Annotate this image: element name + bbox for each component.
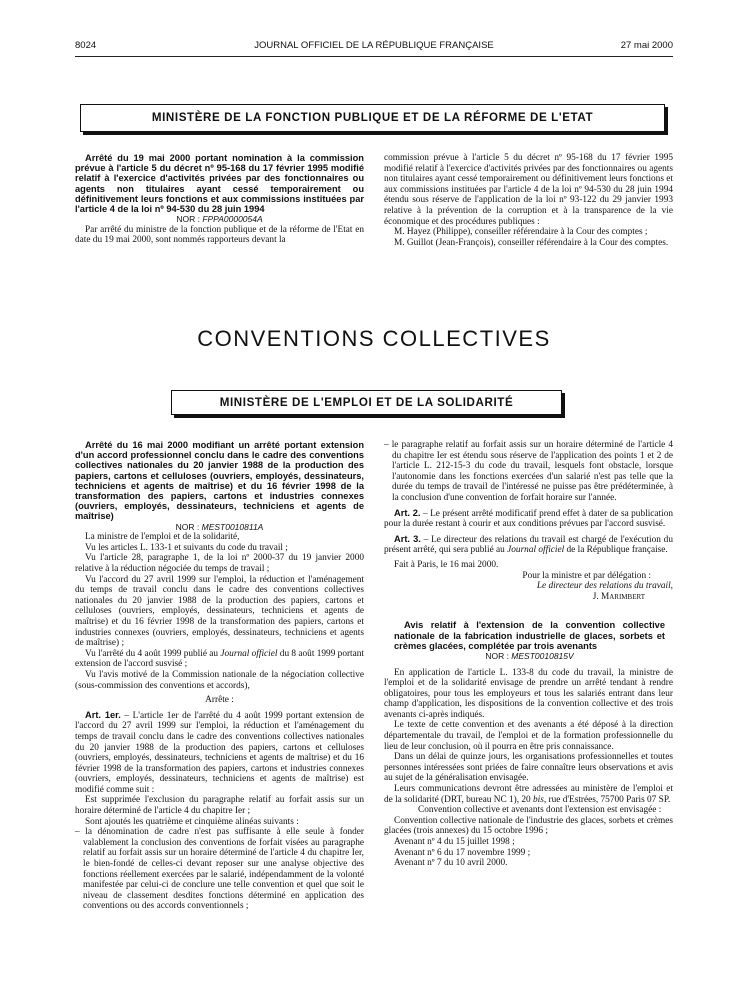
- paragraph: Est supprimée l'exclusion du paragraphe relatif au forfait assis sur un horaire déterminé de l'article 4 du chapitre Ier ;: [75, 795, 364, 817]
- nor-reference: NOR : MEST0010815V: [485, 650, 574, 661]
- paragraph: Convention collective nationale de l'industrie des glaces, sorbets et crèmes glacées (trois annexes) du 15 octobre 1996 ;: [384, 815, 673, 837]
- page-number: 8024: [75, 40, 97, 51]
- paragraph: Dans un délai de quinze jours, les organisations professionnelles et toutes personnes intéressées sont priées de faire connaître leurs observations et avis au sujet de la généralisation envisagée.: [384, 752, 673, 784]
- paragraph: Vu l'accord du 27 avril 1999 sur l'emploi, la réduction et l'aménagement du temps de travail conclu dans le cadre des conventions collectives nationales du 20 janvier 1988 de la production des papiers, cartons et celluloses (ouvriers, employés, dessinateurs, techniciens et agents de maîtrise) et du 16 février 1998 de la transformation des papiers, cartons et industries connexes (ouvriers, employés, dessinateurs, techniciens et agents de maîtrise) ;: [75, 574, 364, 649]
- decree-body-continued: commission prévue à l'article 5 du décret nº 95-168 du 17 février 1995 modifié relatif à l'exercice d'activités privées par des fonctionnaires ou agents non titulaires ayant cessé temporairement ou définitivement leurs fonctions et aux commissions instituées par l'article 4 de la loi nº 94-530 du 28 juin 1994 étendu sous réserve de l'application de la loi nº 93-122 du 29 janvier 1993 relative à la prévention de la corruption et à la transparence de la vie économique et des procédures publiques :: [384, 153, 673, 227]
- decree-title: Arrêté du 19 mai 2000 portant nomination à la commission prévue à l'article 5 du décret nº 95-168 du 17 février 1995 modifié relatif à l'exercice d'activités privées par des fonctionnaires ou agents non titulaires ayant cessé temporairement ou définitivement leurs fonctions et aux commissions instituées par l'article 4 de la loi nº 94-530 du 28 juin 1994: [75, 153, 364, 215]
- section-title: CONVENTIONS COLLECTIVES: [197, 326, 551, 351]
- decree-extension-left: [75, 440, 364, 912]
- decree-body: Par arrêté du ministre de la fonction publique et de la réforme de l'Etat en date du 19 mai 2000, sont nommés rapporteurs devant la: [75, 224, 364, 246]
- nominee-guillot: M. Guillot (Jean-François), conseiller référendaire à la Cour des comptes.: [394, 237, 669, 248]
- ministry-heading-text: MINISTÈRE DE LA FONCTION PUBLIQUE ET DE LA RÉFORME DE L'ETAT: [151, 111, 594, 124]
- issue-date: 27 mai 2000: [620, 40, 673, 51]
- avenant-item: Avenant nº 7 du 10 avril 2000.: [394, 858, 508, 869]
- nor-reference: NOR : MEST0010811A: [175, 521, 264, 532]
- avis-title: Avis relatif à l'extension de la convention collective nationale de la fabrication industrielle de glaces, sorbets et crèmes glacées, complétée par trois avenants: [394, 620, 665, 651]
- paragraph: Vu l'arrêté du 4 août 1999 publié au Journal officiel du 8 août 1999 portant extension de l'accord susvisé ;: [75, 648, 365, 670]
- dash-item: – la dénomination de cadre n'est pas suffisante à elle seule à fonder valablement la conclusion des conventions de forfait visées au paragraphe relatif au forfait assis sur un horaire déterminé de l'article 4 du chapitre Ier, le bien-fondé de celles-ci devant reposer sur une analyse objective des fonctions réellement exercées par le salarié, indépendamment de la volonté manifestée par celui-ci de conclure une telle convention et quel que soit le niveau de classement desdites fonctions déterminé en application des conventions ou des accords conventionnels ;: [75, 827, 364, 912]
- paragraph: La ministre de l'emploi et de la solidarité,: [85, 532, 240, 543]
- nominee-hayez: M. Hayez (Philippe), conseiller référendaire à la Cour des comptes ;: [394, 227, 648, 238]
- paragraph: Le texte de cette convention et des avenants a été déposé à la direction départementale du travail, de l'emploi et de la formation professionnelle du lieu de leur conclusion, où il pourra en être pris connaissance.: [384, 720, 673, 752]
- paragraph: Sont ajoutés les quatrième et cinquième alinéas suivants :: [85, 816, 299, 827]
- avenant-item: Avenant nº 4 du 15 juillet 1998 ;: [394, 837, 515, 848]
- journal-title: JOURNAL OFFICIEL DE LA RÉPUBLIQUE FRANÇAISE: [254, 40, 494, 51]
- article-2: Art. 2. – Le présent arrêté modificatif prend effet à dater de sa publication pour la durée restant à courir et aux conditions prévues par l'accord susvisé.: [384, 507, 673, 530]
- fait-a-paris: Fait à Paris, le 16 mai 2000.: [394, 559, 499, 570]
- nor-reference: NOR : FPPA0000054A: [176, 214, 263, 225]
- signatory-role: Le directeur des relations du travail,: [536, 581, 673, 592]
- avis-header: [384, 620, 673, 661]
- paragraph: Leurs communications devront être adressées au ministère de l'emploi et de la solidarité (DRT, bureau NC 1), 20 bis, rue d'Estrées, 75700 Paris 07 SP.: [384, 784, 673, 805]
- dash-item: – le paragraphe relatif au forfait assis sur un horaire déterminé de l'article 4 du chapitre Ier est étendu sous réserve de l'application des points 1 et 2 de l'article L. 212-15-3 du code du travail, lesquels font obstacle, lorsque l'autonomie dans les fonctions exercées d'un salarié n'est pas telle que la durée du temps de travail de l'intéressé ne puisse pas être prédéterminée, à la conclusion d'une convention de forfait horaire sur l'année.: [384, 440, 673, 503]
- header-rule: [75, 56, 673, 57]
- article-1: Art. 1er. – L'article 1er de l'arrêté du 4 août 1999 portant extension de l'accord du 27 avril 1999 sur l'emploi, la réduction et l'aménagement du temps de travail conclu dans le cadre des conventions collectives nationales du 20 janvier 1988 de la production des papiers, cartons et celluloses (ouvriers, employés, dessinateurs, techniciens et agents de maîtrise) et du 16 février 1998 de la transformation des papiers, cartons et industries connexes (ouvriers, employés, dessinateurs, techniciens et agents de maîtrise) est modifié comme suit :: [75, 709, 365, 795]
- decree-title: Arrêté du 16 mai 2000 modifiant un arrêté portant extension d'un accord professionnel conclu dans le cadre des conventions collectives nationales du 20 janvier 1988 de la production des papiers, cartons et celluloses (ouvriers, employés, dessinateurs, techniciens et agents de maîtrise) et du 16 février 1998 de la transformation des papiers, cartons et industries connexes (ouvriers, employés, dessinateurs, techniciens et agents de maîtrise): [75, 440, 364, 522]
- ministry-heading-text: MINISTÈRE DE L'EMPLOI ET DE LA SOLIDARITÉ: [219, 396, 514, 409]
- avenant-item: Avenant nº 6 du 17 novembre 1999 ;: [394, 847, 531, 858]
- paragraph: Convention collective et avenants dont l'extension est envisagée :: [418, 805, 662, 816]
- paragraph: En application de l'article L. 133-8 du code du travail, la ministre de l'emploi et de la solidarité envisage de prendre un arrêté tendant à rendre obligatoires, pour tous les employeurs et tous les salariés entrant dans leur champ d'application, les dispositions de la convention collective et des trois avenants ci-après indiqués.: [384, 667, 673, 720]
- paragraph: Vu l'avis motivé de la Commission nationale de la négociation collective (sous-commission des conventions et accords),: [75, 669, 364, 691]
- ministry-heading-emploi: [171, 390, 562, 415]
- article-3: Art. 3. – Le directeur des relations du travail est chargé de l'exécution du présent arrêté, qui sera publié au Journal officiel de la République française.: [384, 533, 673, 556]
- paragraph: Vu l'article 28, paragraphe 1, de la loi nº 2000-37 du 19 janvier 2000 relative à la réduction négociée du temps de travail ;: [75, 553, 364, 574]
- decree-nomination-left: [75, 153, 364, 246]
- decree-nomination-right: [384, 153, 673, 248]
- paragraph: Vu les articles L. 133-1 et suivants du code du travail ;: [85, 542, 288, 553]
- ministry-heading-fonction-publique: [80, 104, 665, 132]
- running-header: [75, 40, 673, 54]
- signatory-name: J. Marimbert: [592, 591, 645, 602]
- delegation: Pour la ministre et par délégation :: [522, 570, 651, 581]
- arrete-word: Arrête :: [205, 695, 234, 706]
- decree-extension-right: [384, 440, 673, 869]
